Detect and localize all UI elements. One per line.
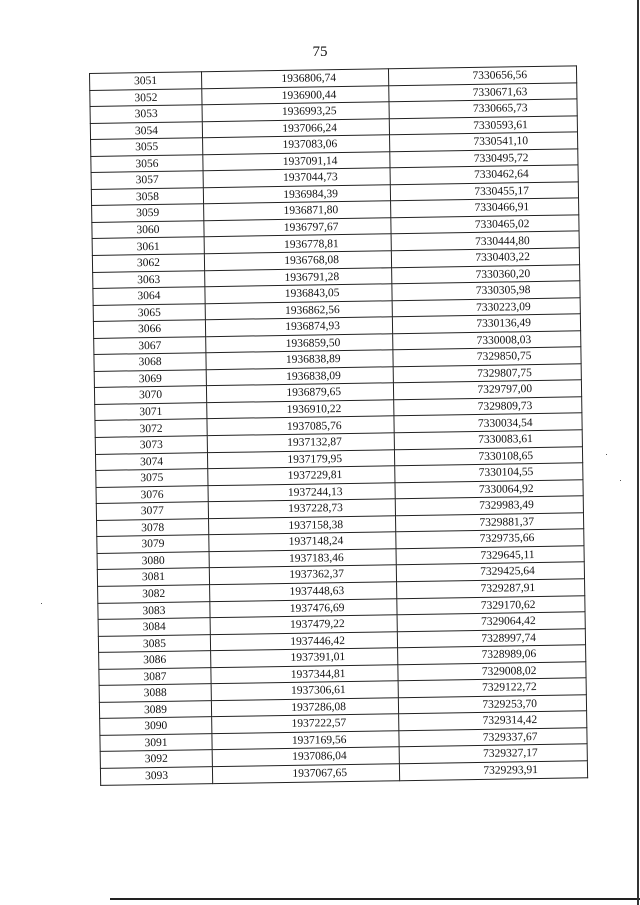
point-number-cell: 3081: [97, 568, 209, 586]
x-coordinate-cell: 1937362,37: [209, 565, 396, 584]
y-coordinate-cell: 7329064,42: [397, 612, 585, 631]
point-number-cell: 3070: [94, 386, 206, 404]
point-number-cell: 3065: [93, 303, 205, 321]
x-coordinate-cell: 1936984,39: [203, 185, 390, 204]
point-number-cell: 3086: [99, 651, 211, 669]
scan-speck: [620, 480, 621, 481]
y-coordinate-cell: 7330104,55: [395, 463, 583, 482]
y-coordinate-cell: 7329735,66: [396, 529, 584, 548]
y-coordinate-cell: 7329881,37: [395, 513, 583, 532]
x-coordinate-cell: 1937222,57: [212, 714, 399, 733]
point-number-cell: 3090: [100, 717, 212, 735]
x-coordinate-cell: 1937479,22: [210, 615, 397, 634]
x-coordinate-cell: 1937169,56: [212, 731, 399, 750]
point-number-cell: 3067: [94, 336, 206, 354]
y-coordinate-cell: 7330223,09: [392, 297, 580, 316]
point-number-cell: 3063: [93, 270, 205, 288]
x-coordinate-cell: 1937158,38: [209, 516, 396, 535]
x-coordinate-cell: 1937066,24: [202, 118, 389, 137]
point-number-cell: 3061: [92, 237, 204, 255]
y-coordinate-cell: 7329850,75: [393, 347, 581, 366]
point-number-cell: 3082: [98, 585, 210, 603]
point-number-cell: 3068: [94, 353, 206, 371]
y-coordinate-cell: 7330466,91: [391, 198, 579, 217]
point-number-cell: 3077: [96, 502, 208, 520]
y-coordinate-cell: 7330656,56: [388, 66, 576, 85]
y-coordinate-cell: 7330495,72: [390, 149, 578, 168]
point-number-cell: 3079: [97, 535, 209, 553]
point-number-cell: 3055: [91, 138, 203, 156]
point-number-cell: 3051: [90, 72, 202, 90]
page-number: 75: [312, 44, 328, 60]
x-coordinate-cell: 1936791,28: [205, 267, 392, 286]
x-coordinate-cell: 1936871,80: [204, 201, 391, 220]
y-coordinate-cell: 7329809,73: [394, 397, 582, 416]
coordinates-table-container: [89, 65, 587, 785]
y-coordinate-cell: 7328989,06: [398, 645, 586, 664]
point-number-cell: 3092: [100, 750, 212, 768]
point-number-cell: 3054: [90, 121, 202, 139]
y-coordinate-cell: 7330034,54: [394, 413, 582, 432]
y-coordinate-cell: 7330671,63: [389, 82, 577, 101]
x-coordinate-cell: 1937344,81: [211, 664, 398, 683]
y-coordinate-cell: 7329122,72: [398, 678, 586, 697]
point-number-cell: 3053: [90, 105, 202, 123]
y-coordinate-cell: 7329293,91: [399, 761, 587, 780]
x-coordinate-cell: 1937132,87: [207, 433, 394, 452]
y-coordinate-cell: 7330136,49: [392, 314, 580, 333]
scan-edge-bottom: [110, 898, 640, 900]
point-number-cell: 3083: [98, 601, 210, 619]
scan-speck: [41, 603, 42, 604]
x-coordinate-cell: 1936768,08: [204, 251, 391, 270]
point-number-cell: 3066: [93, 320, 205, 338]
point-number-cell: 3093: [100, 767, 212, 785]
x-coordinate-cell: 1937086,04: [212, 747, 399, 766]
x-coordinate-cell: 1937391,01: [211, 648, 398, 667]
point-number-cell: 3085: [98, 634, 210, 652]
x-coordinate-cell: 1937183,46: [209, 549, 396, 568]
x-coordinate-cell: 1937228,73: [208, 499, 395, 518]
y-coordinate-cell: 7330064,92: [395, 479, 583, 498]
point-number-cell: 3087: [99, 667, 211, 685]
x-coordinate-cell: 1936993,25: [202, 102, 389, 121]
x-coordinate-cell: 1937067,65: [212, 764, 399, 783]
coordinates-table-body: [90, 66, 588, 785]
point-number-cell: 3071: [95, 403, 207, 421]
x-coordinate-cell: 1936910,22: [207, 400, 394, 419]
point-number-cell: 3056: [91, 154, 203, 172]
y-coordinate-cell: 7329008,02: [398, 661, 586, 680]
x-coordinate-cell: 1937148,24: [209, 532, 396, 551]
point-number-cell: 3072: [95, 419, 207, 437]
y-coordinate-cell: 7330455,17: [390, 182, 578, 201]
point-number-cell: 3069: [94, 370, 206, 388]
point-number-cell: 3073: [95, 436, 207, 454]
x-coordinate-cell: 1937244,13: [208, 482, 395, 501]
y-coordinate-cell: 7330403,22: [391, 248, 579, 267]
x-coordinate-cell: 1936806,74: [201, 69, 388, 88]
point-number-cell: 3088: [99, 684, 211, 702]
y-coordinate-cell: 7329983,49: [395, 496, 583, 515]
x-coordinate-cell: 1937044,73: [203, 168, 390, 187]
y-coordinate-cell: 7330444,80: [391, 231, 579, 250]
y-coordinate-cell: 7330360,20: [392, 264, 580, 283]
y-coordinate-cell: 7330465,02: [391, 215, 579, 234]
x-coordinate-cell: 1937091,14: [203, 152, 390, 171]
point-number-cell: 3052: [90, 88, 202, 106]
point-number-cell: 3059: [92, 204, 204, 222]
y-coordinate-cell: 7330305,98: [392, 281, 580, 300]
point-number-cell: 3062: [92, 254, 204, 272]
scan-speck: [606, 454, 607, 455]
y-coordinate-cell: 7330008,03: [393, 331, 581, 350]
x-coordinate-cell: 1936900,44: [202, 85, 389, 104]
x-coordinate-cell: 1936874,93: [205, 317, 392, 336]
x-coordinate-cell: 1936859,50: [206, 334, 393, 353]
x-coordinate-cell: 1936797,67: [204, 218, 391, 237]
point-number-cell: 3057: [91, 171, 203, 189]
y-coordinate-cell: 7329425,64: [396, 562, 584, 581]
point-number-cell: 3076: [96, 485, 208, 503]
x-coordinate-cell: 1937085,76: [207, 416, 394, 435]
x-coordinate-cell: 1937083,06: [203, 135, 390, 154]
x-coordinate-cell: 1937179,95: [207, 449, 394, 468]
y-coordinate-cell: 7330462,64: [390, 165, 578, 184]
x-coordinate-cell: 1936879,65: [206, 383, 393, 402]
y-coordinate-cell: 7329645,11: [396, 546, 584, 565]
coordinates-table: [89, 65, 588, 785]
point-number-cell: 3074: [95, 452, 207, 470]
point-number-cell: 3091: [100, 734, 212, 752]
y-coordinate-cell: 7329797,00: [393, 380, 581, 399]
x-coordinate-cell: 1937446,42: [210, 631, 397, 650]
point-number-cell: 3064: [93, 287, 205, 305]
x-coordinate-cell: 1937286,08: [211, 697, 398, 716]
y-coordinate-cell: 7330665,73: [389, 99, 577, 118]
point-number-cell: 3060: [92, 221, 204, 239]
point-number-cell: 3058: [91, 188, 203, 206]
x-coordinate-cell: 1936838,09: [206, 367, 393, 386]
x-coordinate-cell: 1936838,89: [206, 350, 393, 369]
x-coordinate-cell: 1936778,81: [204, 234, 391, 253]
point-number-cell: 3084: [98, 618, 210, 636]
x-coordinate-cell: 1937476,69: [210, 598, 397, 617]
point-number-cell: 3078: [97, 518, 209, 536]
point-number-cell: 3089: [99, 700, 211, 718]
x-coordinate-cell: 1937306,61: [211, 681, 398, 700]
x-coordinate-cell: 1937229,81: [208, 466, 395, 485]
x-coordinate-cell: 1937448,63: [210, 582, 397, 601]
point-number-cell: 3080: [97, 552, 209, 570]
scan-edge-right: [637, 0, 639, 905]
x-coordinate-cell: 1936843,05: [205, 284, 392, 303]
y-coordinate-cell: 7329287,91: [397, 579, 585, 598]
y-coordinate-cell: 7330541,10: [390, 132, 578, 151]
y-coordinate-cell: 7329327,17: [399, 744, 587, 763]
y-coordinate-cell: 7330083,61: [394, 430, 582, 449]
y-coordinate-cell: 7329337,67: [399, 728, 587, 747]
y-coordinate-cell: 7330108,65: [394, 446, 582, 465]
y-coordinate-cell: 7328997,74: [397, 628, 585, 647]
y-coordinate-cell: 7329807,75: [393, 364, 581, 383]
y-coordinate-cell: 7329170,62: [397, 595, 585, 614]
y-coordinate-cell: 7330593,61: [389, 115, 577, 134]
x-coordinate-cell: 1936862,56: [205, 300, 392, 319]
point-number-cell: 3075: [96, 469, 208, 487]
y-coordinate-cell: 7329314,42: [399, 711, 587, 730]
y-coordinate-cell: 7329253,70: [398, 695, 586, 714]
